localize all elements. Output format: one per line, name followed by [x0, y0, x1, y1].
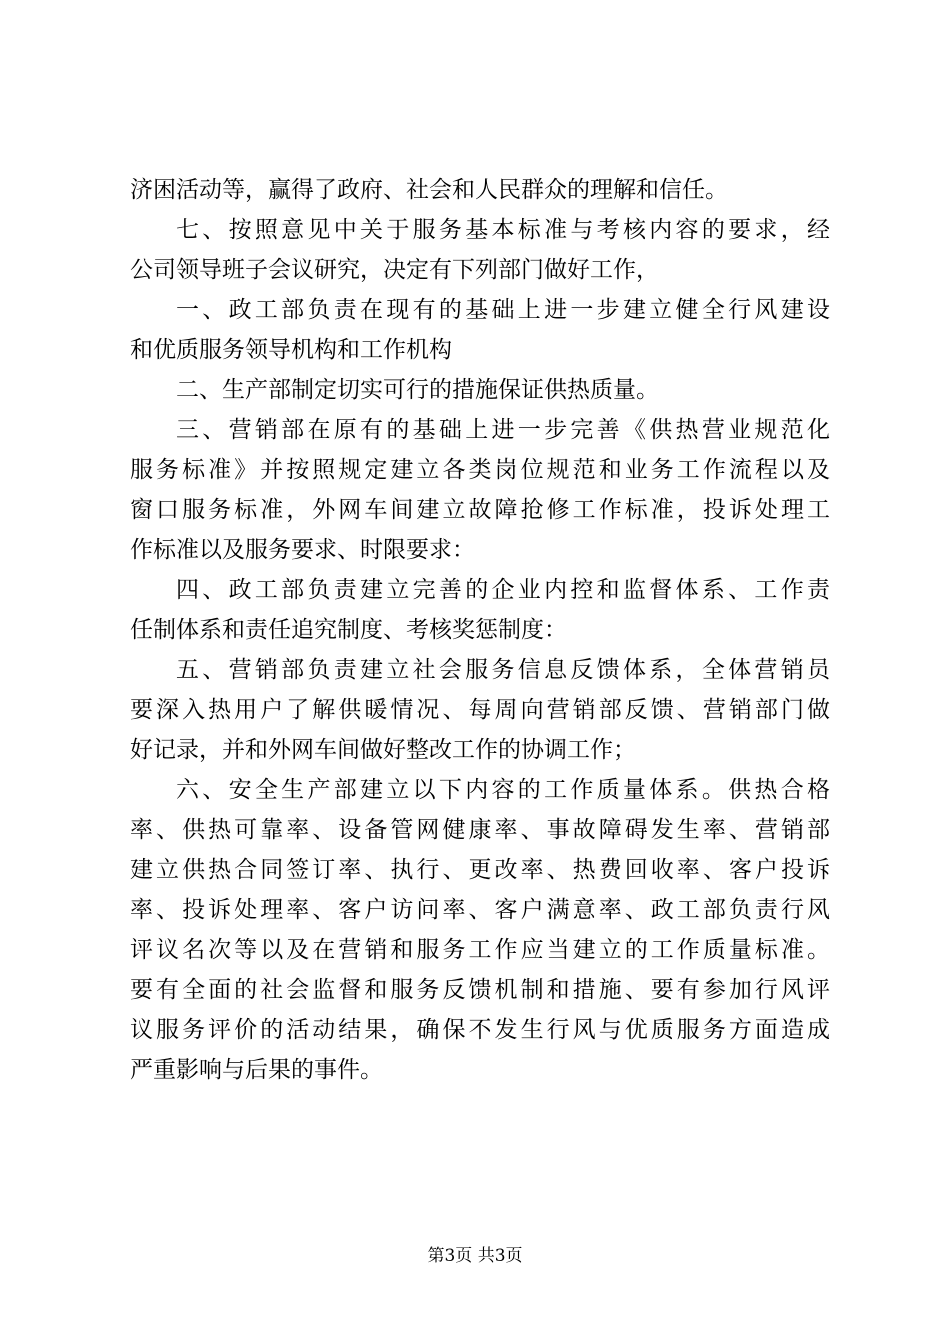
text-line: 好记录，并和外网车间做好整改工作的协调工作； — [130, 737, 636, 763]
text-line: 议服务评价的活动结果，确保不发生行风与优质服务方面造成 — [130, 1017, 830, 1043]
text-line: 三、营销部在原有的基础上进一步完善《供热营业规范化 — [176, 417, 830, 443]
text-line: 济困活动等，赢得了政府、社会和人民群众的理解和信任。 — [130, 177, 728, 203]
text-line: 建立供热合同签订率、执行、更改率、热费回收率、客户投诉 — [130, 857, 830, 883]
text-line: 五、营销部负责建立社会服务信息反馈体系，全体营销员 — [176, 657, 830, 683]
text-line: 和优质服务领导机构和工作机构 — [130, 337, 452, 363]
text-line: 六、安全生产部建立以下内容的工作质量体系。供热合格 — [176, 777, 830, 803]
text-line: 服务标准》并按照规定建立各类岗位规范和业务工作流程以及 — [130, 457, 830, 483]
text-line: 作标准以及服务要求、时限要求： — [130, 537, 475, 563]
text-line: 要有全面的社会监督和服务反馈机制和措施、要有参加行风评 — [130, 977, 830, 1003]
text-line: 要深入热用户了解供暖情况、每周向营销部反馈、营销部门做 — [130, 697, 830, 723]
text-line: 七、按照意见中关于服务基本标准与考核内容的要求，经 — [176, 217, 830, 243]
page-number-footer: 第3页 共3页 — [427, 1246, 523, 1266]
text-line: 四、政工部负责建立完善的企业内控和监督体系、工作责 — [176, 577, 830, 603]
text-line: 任制体系和责任追究制度、考核奖惩制度： — [130, 617, 567, 643]
text-line: 二、生产部制定切实可行的措施保证供热质量。 — [176, 377, 659, 403]
text-line: 窗口服务标准，外网车间建立故障抢修工作标准，投诉处理工 — [130, 497, 830, 523]
text-line: 公司领导班子会议研究，决定有下列部门做好工作， — [130, 257, 659, 283]
text-line: 率、供热可靠率、设备管网健康率、事故障碍发生率、营销部 — [130, 817, 830, 843]
text-line: 评议名次等以及在营销和服务工作应当建立的工作质量标准。 — [130, 937, 830, 963]
text-line: 一、政工部负责在现有的基础上进一步建立健全行风建设 — [176, 297, 830, 323]
text-line: 严重影响与后果的事件。 — [130, 1057, 383, 1083]
document-body — [130, 170, 830, 1090]
text-line: 率、投诉处理率、客户访问率、客户满意率、政工部负责行风 — [130, 897, 830, 923]
